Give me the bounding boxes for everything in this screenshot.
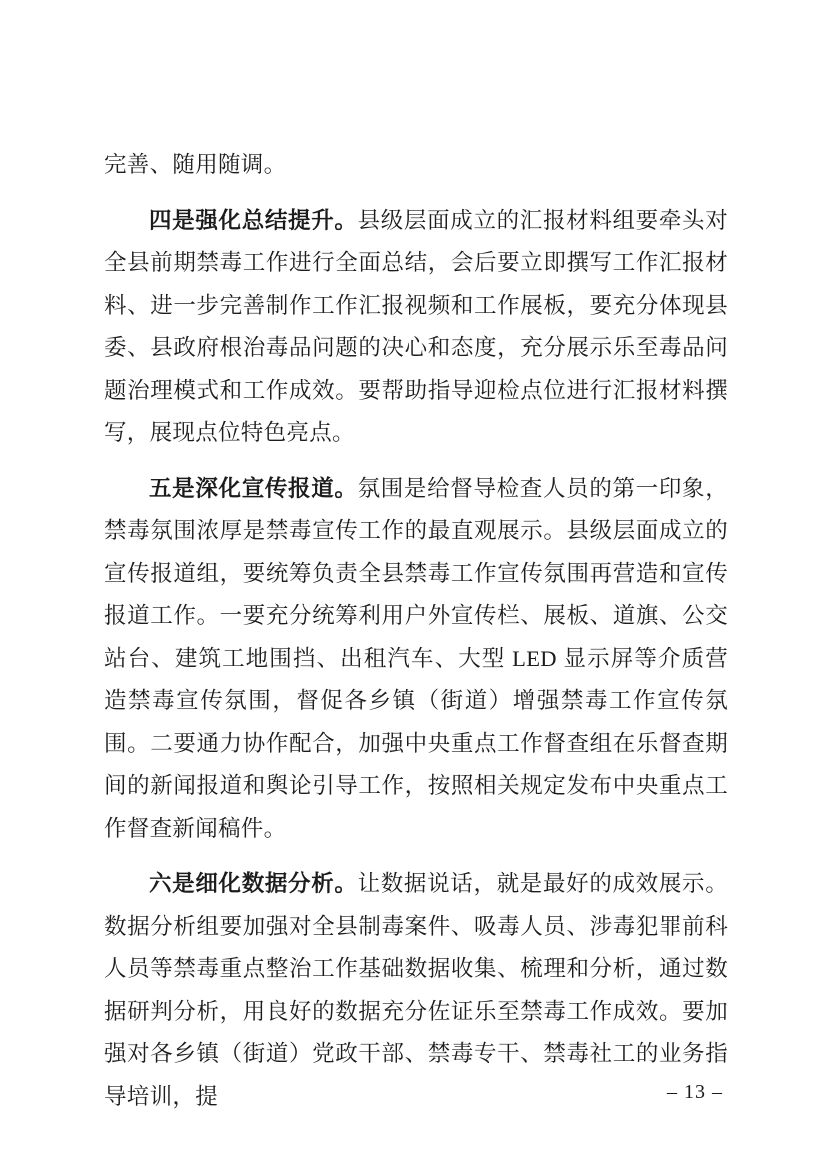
paragraph: [104, 468, 728, 851]
paragraph-lead: 六是细化数据分析。: [149, 871, 358, 896]
paragraph-lead: 五是深化宣传报道。: [149, 475, 358, 501]
page-number: – 13 –: [667, 1081, 723, 1103]
document-body: [104, 144, 728, 1131]
paragraph-text: 县级层面成立的汇报材料组要牵头对全县前期禁毒工作进行全面总结，会后要立即撰写工作汇报材料、进一步完善制作工作汇报视频和工作展板，要充分体现县委、县政府根治毒品问题的决心和态度，充分展示乐至毒品问题治理模式和工作成效。要帮助指导迎检点位进行汇报材料撰写，展现点位特色亮点。: [104, 207, 728, 445]
paragraph-lead: 四是强化总结提升。: [149, 207, 358, 233]
paragraph: [104, 863, 728, 1118]
paragraph-text: 氛围是给督导检查人员的第一印象，禁毒氛围浓厚是禁毒宣传工作的最直观展示。县级层面成立的宣传报道组，要统筹负责全县禁毒工作宣传氛围再营造和宣传报道工作。一要充分统筹利用户外宣传栏、展板、道旗、公交站台、建筑工地围挡、出租汽车、大型 LED 显示屏等介质营造禁毒宣传氛围，督促各乡镇（街道）增强禁毒工作宣传氛围。二要通力协作配合，加强中央重点工作督查组在乐督查期间的新闻报道和舆论引导工作，按照相关规定发布中央重点工作督查新闻稿件。: [104, 475, 728, 841]
paragraph-text: 完善、随用随调。: [104, 152, 287, 177]
paragraph: [104, 200, 728, 455]
paragraph-text: 让数据说话，就是最好的成效展示。数据分析组要加强对全县制毒案件、吸毒人员、涉毒犯罪前科人员等禁毒重点整治工作基础数据收集、梳理和分析，通过数据研判分析，用良好的数据充分佐证乐至禁毒工作成效。要加强对各乡镇（街道）党政干部、禁毒专干、禁毒社工的业务指导培训，提: [104, 871, 728, 1109]
paragraph: [104, 144, 728, 187]
